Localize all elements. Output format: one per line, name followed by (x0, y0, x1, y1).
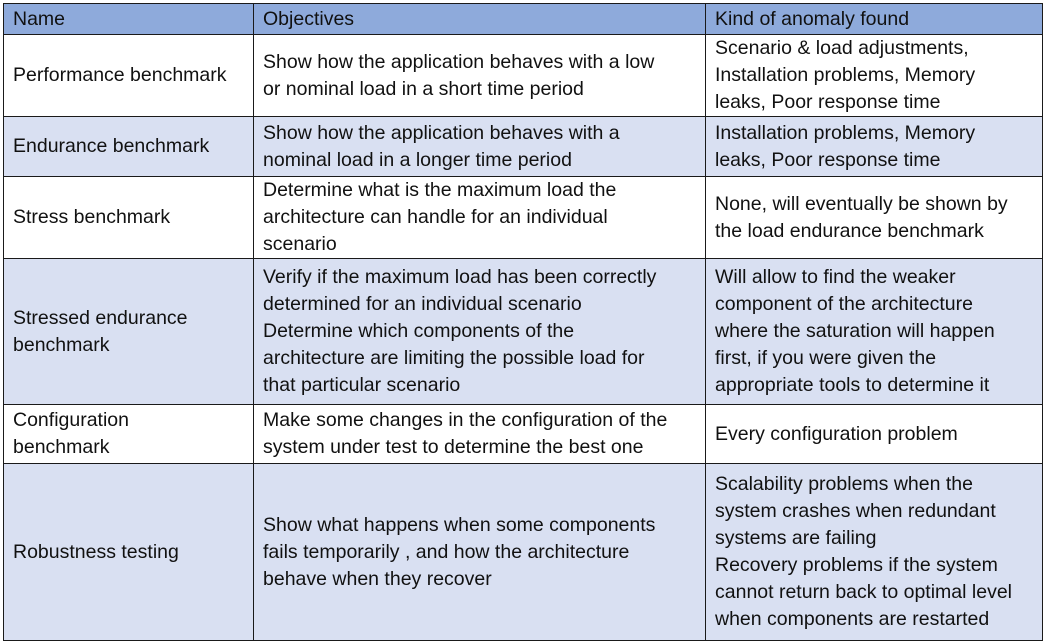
cell-text: where the saturation will happen (715, 320, 995, 342)
cell-text: appropriate tools to determine it (715, 374, 990, 396)
cell-objectives (254, 464, 706, 641)
cell-text: Configuration (13, 409, 129, 431)
cell-text: None, will eventually be shown by (715, 192, 1008, 215)
cell-text: when components are restarted (715, 608, 990, 630)
cell-text: Verify if the maximum load has been correctly (263, 266, 657, 288)
cell-text: system under test to determine the best one (263, 436, 644, 458)
cell-text: Determine which components of the (263, 320, 575, 342)
cell-anomaly (706, 464, 1043, 641)
header-name: Name (4, 4, 254, 35)
cell-objectives (254, 117, 706, 177)
cell-objectives (254, 35, 706, 117)
cell-text: or nominal load in a short time period (263, 77, 584, 100)
cell-name (4, 259, 254, 405)
cell-text: Every configuration problem (715, 422, 958, 445)
cell-name (4, 405, 254, 464)
cell-text: leaks, Poor response time (715, 91, 941, 113)
cell-name (4, 177, 254, 259)
cell-text: Scenario & load adjustments, (715, 37, 969, 59)
cell-text: Will allow to find the weaker (715, 266, 956, 288)
cell-anomaly (706, 35, 1043, 117)
cell-text: leaks, Poor response time (715, 148, 941, 171)
cell-text: architecture can handle for an individual (263, 206, 608, 228)
cell-objectives (254, 177, 706, 259)
cell-text: systems are failing (715, 527, 877, 549)
cell-text: component of the architecture (715, 293, 973, 315)
cell-anomaly (706, 177, 1043, 259)
cell-text: Show how the application behaves with a low (263, 50, 655, 73)
cell-text: the load endurance benchmark (715, 219, 984, 242)
cell-text: Installation problems, Memory (715, 64, 976, 86)
cell-text: Show how the application behaves with a (263, 121, 620, 144)
cell-anomaly (706, 117, 1043, 177)
cell-text: Stressed endurance (13, 306, 188, 329)
cell-text: Determine what is the maximum load the (263, 179, 617, 201)
cell-text: Robustness testing (13, 540, 179, 563)
cell-text: benchmark (13, 436, 110, 458)
table-row (4, 35, 1043, 117)
cell-name (4, 464, 254, 641)
cell-name (4, 35, 254, 117)
cell-text: determined for an individual scenario (263, 293, 582, 315)
cell-text: that particular scenario (263, 374, 461, 396)
cell-text: first, if you were given the (715, 347, 937, 369)
table-row (4, 405, 1043, 464)
cell-text: architecture are limiting the possible load for (263, 347, 645, 369)
cell-objectives (254, 259, 706, 405)
cell-text: Show what happens when some components (263, 513, 656, 536)
cell-text: system crashes when redundant (715, 500, 996, 522)
header-objectives: Objectives (254, 4, 706, 35)
table-header-row (4, 4, 1043, 35)
table-row (4, 177, 1043, 259)
cell-text: Stress benchmark (13, 206, 171, 228)
cell-name (4, 117, 254, 177)
cell-text: Make some changes in the configuration of the (263, 409, 668, 431)
cell-anomaly (706, 259, 1043, 405)
cell-text: benchmark (13, 333, 110, 356)
cell-anomaly (706, 405, 1043, 464)
header-anomaly: Kind of anomaly found (706, 4, 1043, 35)
cell-text: scenario (263, 233, 337, 255)
benchmark-table (3, 3, 1043, 641)
table-row (4, 259, 1043, 405)
table-row (4, 117, 1043, 177)
cell-objectives (254, 405, 706, 464)
cell-text: fails temporarily , and how the architecture (263, 540, 630, 563)
cell-text: Recovery problems if the system (715, 554, 998, 576)
cell-text: nominal load in a longer time period (263, 148, 572, 171)
table-row (4, 464, 1043, 641)
cell-text: Endurance benchmark (13, 135, 210, 157)
cell-text: cannot return back to optimal level (715, 581, 1012, 603)
cell-text: Performance benchmark (13, 64, 227, 86)
cell-text: Installation problems, Memory (715, 121, 976, 144)
cell-text: Scalability problems when the (715, 473, 973, 495)
cell-text: behave when they recover (263, 567, 492, 590)
